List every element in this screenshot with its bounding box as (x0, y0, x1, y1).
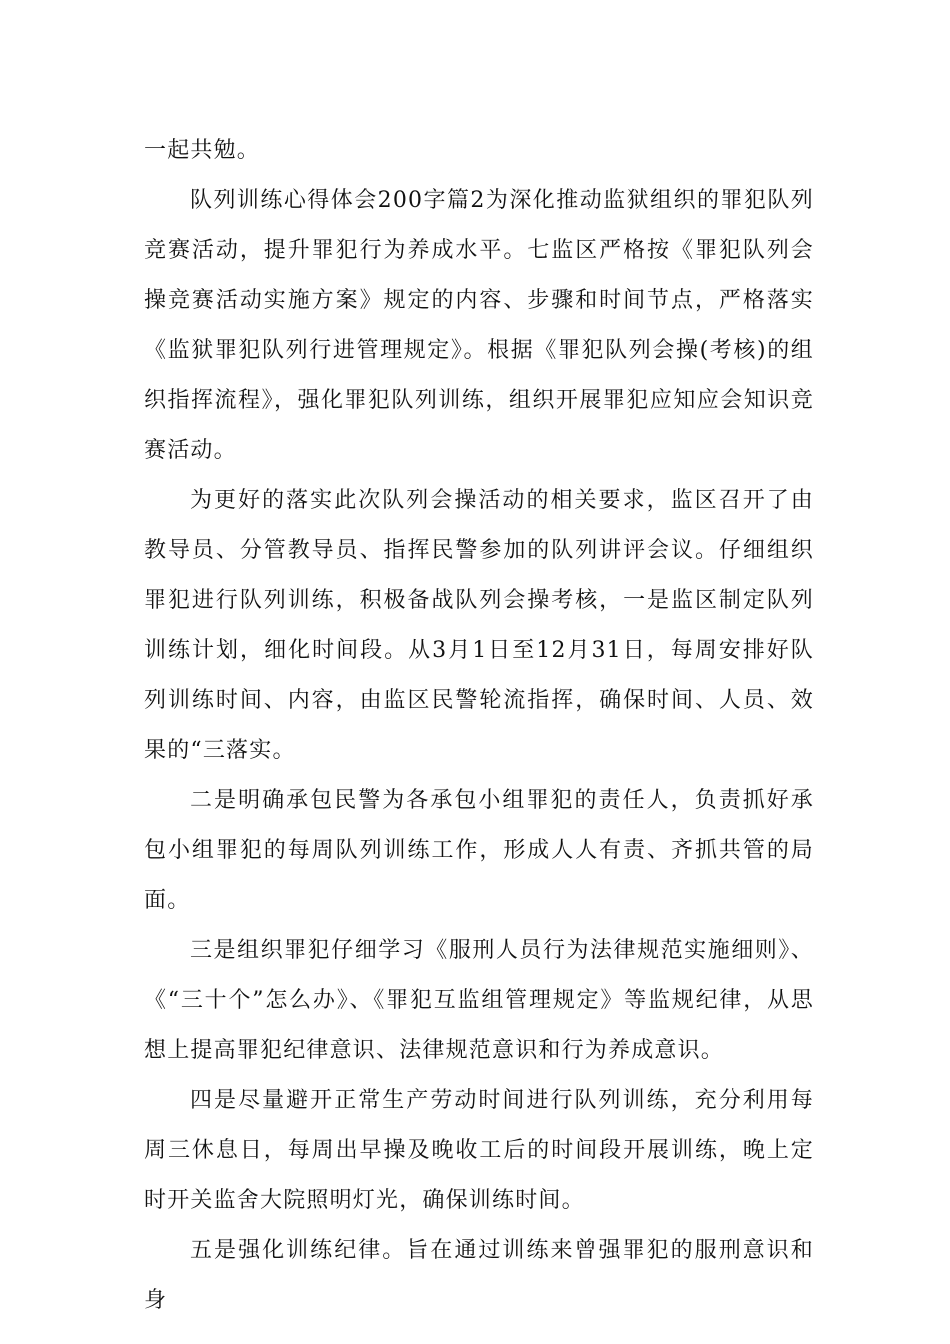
paragraph-intro: 队列训练心得体会200字篇2为深化推动监狱组织的罪犯队列竞赛活动，提升罪犯行为养成水平。七监区严格按《罪犯队列会操竞赛活动实施方案》规定的内容、步骤和时间节点，严格落实《监狱罪犯队列行进管理规定》。根据《罪犯队列会操(考核)的组织指挥流程》，强化罪犯队列训练，组织开展罪犯应知应会知识竞赛活动。 (144, 188, 814, 463)
paragraph-point-three: 三是组织罪犯仔细学习《服刑人员行为法律规范实施细则》、《“三十个”怎么办》、《罪犯互监组管理规定》等监规纪律，从思想上提高罪犯纪律意识、法律规范意识和行为养成意识。 (144, 938, 814, 1063)
document-body (144, 126, 814, 1326)
paragraph-point-two: 二是明确承包民警为各承包小组罪犯的责任人，负责抓好承包小组罪犯的每周队列训练工作，形成人人有责、齐抓共管的局面。 (144, 788, 814, 913)
paragraph-point-five: 五是强化训练纪律。旨在通过训练来曾强罪犯的服刑意识和身 (144, 1238, 814, 1313)
paragraph-point-four: 四是尽量避开正常生产劳动时间进行队列训练，充分利用每周三休息日，每周出早操及晚收工后的时间段开展训练，晚上定时开关监舍大院照明灯光，确保训练时间。 (144, 1088, 814, 1213)
paragraph-continuation: 一起共勉。 (144, 138, 261, 163)
paragraph-meeting: 为更好的落实此次队列会操活动的相关要求，监区召开了由教导员、分管教导员、指挥民警参加的队列讲评会议。仔细组织罪犯进行队列训练，积极备战队列会操考核，一是监区制定队列训练计划，细化时间段。从3月1日至12月31日，每周安排好队列训练时间、内容，由监区民警轮流指挥，确保时间、人员、效果的“三落实。 (144, 488, 814, 763)
